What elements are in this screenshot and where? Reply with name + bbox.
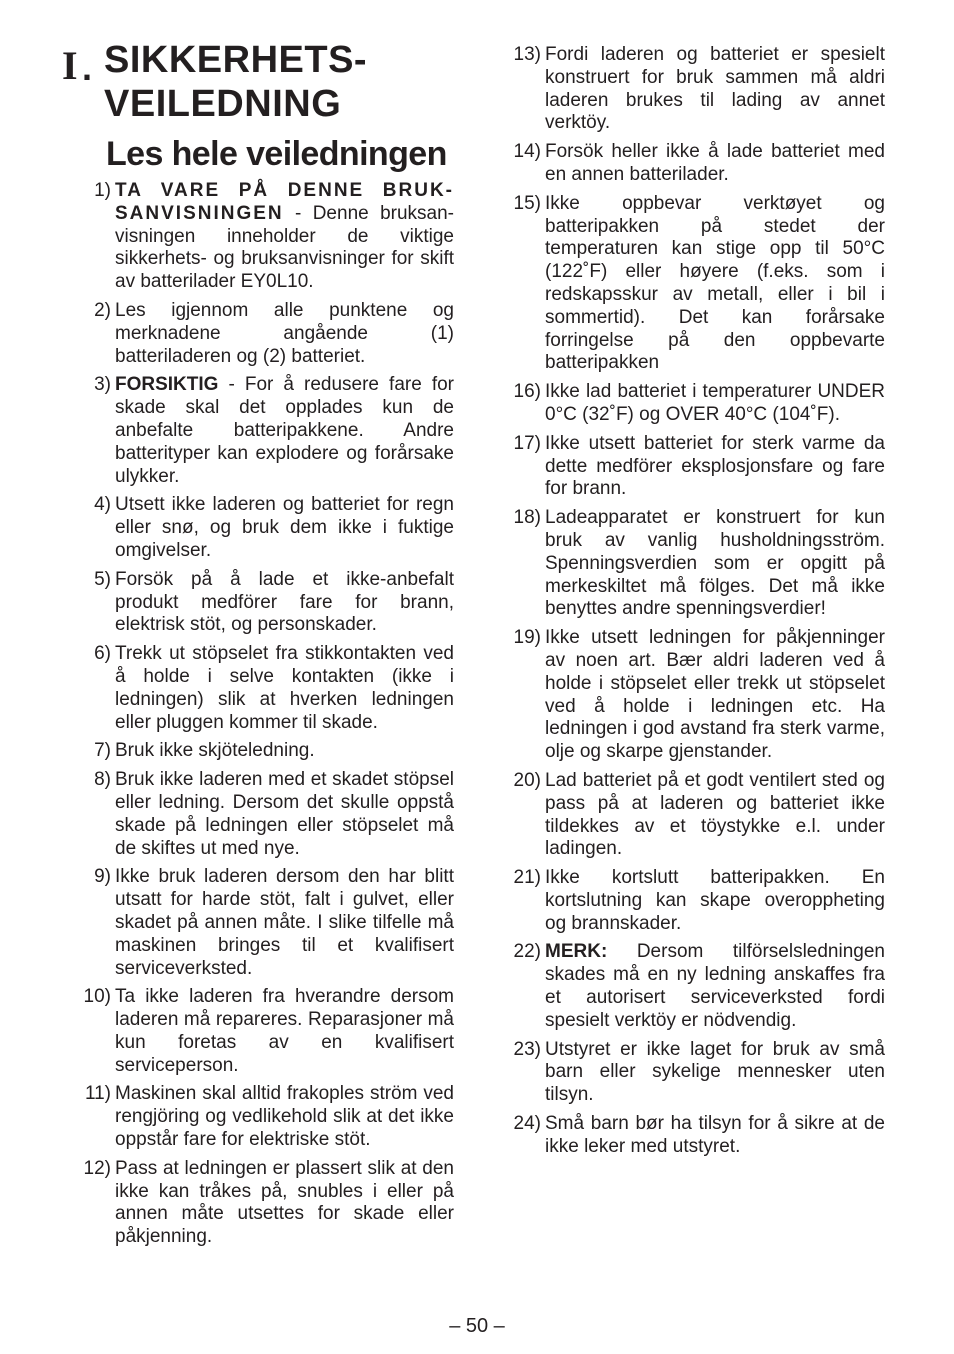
right-column	[500, 44, 890, 1165]
list-item	[500, 627, 890, 764]
item-text: Ikke kortslutt batteripakken. En kortslutning kan skape overoppheting og brannskader.	[545, 867, 885, 934]
item-number: 12)	[83, 1157, 111, 1179]
item-text: Ikke oppbevar verktøyet og batteripakken på stedet der temperaturen kan stige opp til 50°C (122˚F) eller høyere (f.eks. som i redskapsskur av metall, eller i bil i sommertid). Det kan forårsake forringelse på den oppbevarte batteripakken	[545, 192, 885, 374]
list-item	[70, 740, 460, 763]
list-item	[500, 433, 890, 501]
item-number: 17)	[513, 432, 541, 454]
item-number: 2)	[94, 299, 111, 321]
item-text: Les igjennom alle punktene og merknadene angående (1) batteriladeren og (2) batteriet.	[115, 299, 454, 367]
item-text: Pass at ledningen er plassert slik at den ikke kan tråkes på, snubles i eller på annen måte utsettes for skade eller påkjenning.	[115, 1157, 454, 1248]
section-numeral: I	[62, 43, 78, 88]
item-number: 5)	[94, 568, 111, 590]
list-item	[70, 1158, 460, 1249]
item-text: Bruk ikke laderen med et skadet stöpsel eller ledning. Dersom det skulle oppstå skade på ledningen eller stöpselet må de skiftes ut med nye.	[115, 769, 454, 859]
list-item	[70, 866, 460, 980]
list-item	[500, 507, 890, 621]
item-number: 23)	[513, 1038, 541, 1060]
section-numeral-dot: .	[82, 47, 93, 88]
item-body: Dersom tilförselsledningen skades må en ny ledning anskaffes fra et autorisert serviceverksted fordi spesielt verktöy er nödvendig.	[545, 941, 885, 1031]
list-item	[500, 867, 890, 935]
item-number: 9)	[94, 866, 111, 888]
item-text: Ikke utsett batteriet for sterk varme da dette medförer eksplosjonsfare og fare for brann.	[545, 432, 885, 500]
item-text: Trekk ut stöpselet fra stikkontakten ved å holde i selve kontakten (ikke i ledningen) slik at hverken ledningen eller pluggen kommer til skade.	[115, 643, 454, 733]
list-item	[70, 180, 460, 294]
item-lead: TA VARE PÅ DENNE BRUK- SANVISNINGEN	[115, 180, 454, 224]
item-number: 7)	[94, 740, 111, 762]
item-body: - Denne bruksan- visningen inneholder de viktige sikkerhets- og bruksanvisninger for skift av batterilader EY0L10.	[115, 202, 454, 293]
item-text	[115, 180, 454, 294]
item-number: 6)	[94, 643, 111, 665]
item-number: 24)	[513, 1113, 541, 1135]
item-number: 16)	[513, 381, 541, 403]
list-item	[500, 941, 890, 1032]
left-column	[70, 180, 460, 1255]
item-number: 11)	[84, 1083, 111, 1105]
item-text: Ta ikke laderen fra hverandre dersom laderen må repareres. Reparasjoner må kun foretas av en kvalifisert serviceperson.	[115, 986, 454, 1076]
item-number: 21)	[513, 867, 541, 889]
list-item	[70, 569, 460, 637]
item-number: 22)	[513, 941, 541, 963]
item-number: 15)	[513, 192, 541, 214]
list-item	[70, 494, 460, 562]
list-item	[500, 1039, 890, 1107]
page-subtitle: Les hele veiledningen	[106, 135, 447, 173]
list-item	[500, 141, 890, 187]
item-text: Utsett ikke laderen og batteriet for regn eller snø, og bruk dem ikke i fuktige omgivelser.	[115, 494, 454, 561]
item-text: Maskinen skal alltid frakoples ström ved rengjöring og vedlikehold slik at det ikke oppstår fare for elektriske stöt.	[115, 1083, 454, 1151]
item-text: Bruk ikke skjöteledning.	[115, 740, 315, 762]
item-number: 8)	[94, 769, 111, 791]
list-item	[500, 381, 890, 427]
item-number: 13)	[513, 44, 541, 65]
item-number: 4)	[94, 494, 111, 516]
item-lead: MERK:	[545, 941, 608, 963]
list-item	[500, 1113, 890, 1159]
page-title-line2: VEILEDNING	[104, 83, 342, 125]
item-number: 10)	[83, 986, 111, 1008]
item-number: 18)	[513, 507, 541, 529]
item-text: Fordi laderen og batteriet er spesielt konstruert for bruk sammen må aldri laderen brukes til lading av annet verktöy.	[545, 44, 885, 134]
item-text: Forsök på å lade et ikke-anbefalt produkt medförer fare for brann, elektrisk stöt, og personskader.	[115, 568, 454, 636]
item-number: 3)	[94, 374, 111, 396]
item-text: Små barn bør ha tilsyn for å sikre at de ikke leker med utstyret.	[545, 1113, 885, 1157]
item-text: Ikke utsett ledningen for påkjenninger av noen art. Bær aldri laderen ved å holde i stöpselet eller trekk ut stöpselet ved å holde i ledningen etc. Ha ledningen i god avstand fra sterk varme, olje og skarpe gjenstander.	[545, 627, 885, 763]
item-text: Ladeapparatet er konstruert for kun bruk av vanlig husholdningsström. Spenningsverdien som er opgitt på merkeskiltet må fölges. Det må ikke benyttes andre spenningsverdier!	[545, 507, 885, 620]
list-item	[70, 769, 460, 860]
list-item	[70, 1083, 460, 1151]
list-item	[70, 986, 460, 1077]
item-number: 20)	[513, 769, 541, 791]
item-text	[115, 374, 454, 488]
item-body: - For å redusere fare for skade skal det opplades kun de anbefalte batteripakkene. Andre batterityper kan explodere og forårsake ulykker.	[115, 374, 454, 487]
item-number: 19)	[513, 627, 541, 649]
item-text	[545, 941, 885, 1032]
list-item	[500, 44, 890, 135]
list-item	[70, 643, 460, 734]
item-lead: FORSIKTIG	[115, 374, 219, 396]
list-item	[70, 374, 460, 488]
item-text: Ikke lad batteriet i temperaturer UNDER 0°C (32˚F) og OVER 40°C (104˚F).	[545, 381, 885, 425]
list-item	[500, 770, 890, 861]
page-title-line1: SIKKERHETS-	[104, 39, 368, 81]
list-item	[500, 193, 890, 375]
item-text: Forsök heller ikke å lade batteriet med en annen batterilader.	[545, 141, 885, 185]
item-text: Utstyret er ikke laget for bruk av små barn eller sykelige mennesker uten tilsyn.	[545, 1038, 885, 1106]
page-number: – 50 –	[449, 1315, 505, 1337]
item-text: Ikke bruk laderen dersom den har blitt utsatt for harde stöt, falt i gulvet, eller skadet på annen måte. I slike tilfelle må maskinen bringes til et kvalifisert serviceverksted.	[115, 866, 454, 979]
list-item	[70, 300, 460, 368]
item-number: 14)	[513, 141, 541, 163]
item-number: 1)	[94, 180, 111, 201]
item-text: Lad batteriet på et godt ventilert sted og pass på at laderen og batteriet ikke tildekkes av et töystykke e.l. under ladingen.	[545, 769, 885, 860]
